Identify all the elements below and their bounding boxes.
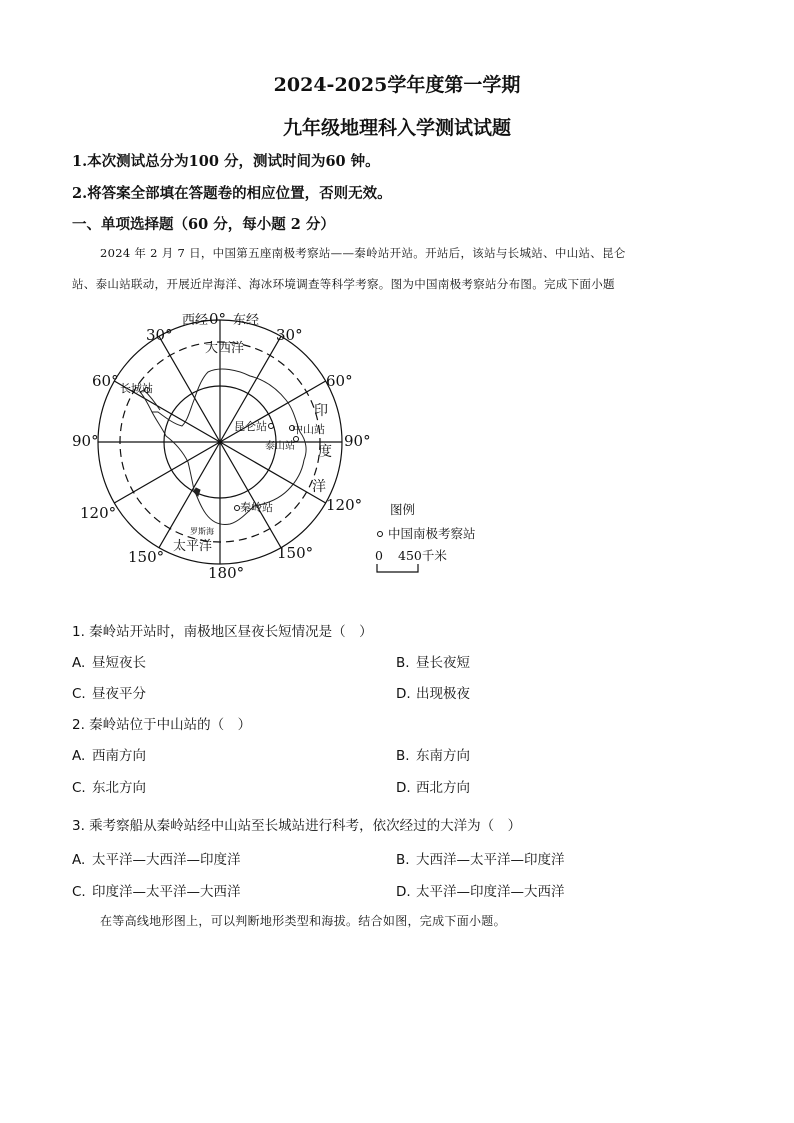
q2-option-c[interactable] (72, 776, 146, 796)
pacific-ocean-label: 太平洋 (173, 539, 213, 554)
zhongshan-station-label: 中山站 (292, 423, 325, 436)
option-text: 昼夜平分 (92, 686, 146, 702)
legend-scale-value: 450千米 (398, 548, 447, 563)
passage-line1: 2024 年 2 月 7 日，中国第五座南极考察站——秦岭站开站。开站后，该站与长城站、中山站、昆仑 (100, 246, 626, 260)
option-text: 印度洋—太平洋—大西洋 (92, 884, 241, 900)
option-text: 昼长夜短 (416, 655, 470, 671)
option-text: 东北方向 (92, 780, 146, 796)
option-letter: C. (72, 780, 86, 796)
lon-e120-label: 120° (326, 496, 363, 514)
option-letter: D. (396, 780, 411, 796)
ice-shelf-dark (194, 488, 200, 496)
taishan-station-label: 泰山站 (265, 441, 295, 452)
q2-option-b[interactable] (396, 744, 470, 764)
q1-option-d[interactable] (396, 682, 470, 702)
option-letter: B. (396, 748, 410, 764)
option-letter: A. (72, 852, 86, 868)
option-text: 出现极夜 (416, 686, 470, 702)
next-passage-line: 在等高线地形图上，可以判断地形类型和海拔。结合如图，完成下面小题。 (100, 914, 506, 928)
lon-e150-label: 150° (277, 544, 314, 562)
legend-scale-zero: 0 (375, 548, 383, 563)
lon-w30-label: 30° (146, 326, 173, 344)
q3-option-d[interactable] (396, 880, 565, 900)
qinling-station-label: 秦岭站 (240, 501, 273, 514)
kunlun-station-label: 昆仑站 (234, 420, 267, 433)
legend-station-symbol (378, 532, 383, 537)
antarctic-stations-map (70, 300, 500, 590)
option-letter: A. (72, 748, 86, 764)
atlantic-ocean-label: 大西洋 (205, 341, 245, 356)
lon-e30-label: 30° (276, 326, 303, 344)
west-longitude-label: 西经 (182, 313, 209, 328)
qinling-station-marker (235, 506, 240, 511)
lon-w120-label: 120° (80, 504, 117, 522)
ross-shelf-label: 罗斯海 (190, 527, 214, 536)
option-text: 太平洋—印度洋—大西洋 (416, 884, 565, 900)
prime-meridian-label: 0° (209, 310, 227, 328)
lon-e60-label: 60° (326, 372, 353, 390)
option-letter: C. (72, 686, 86, 702)
option-letter: C. (72, 884, 86, 900)
question-3-stem: 3. 乘考察船从秦岭站经中山站至长城站进行科考，依次经过的大洋为（ ） (72, 818, 522, 834)
q1-option-b[interactable] (396, 651, 470, 671)
legend-title: 图例 (390, 502, 416, 517)
option-letter: D. (396, 686, 411, 702)
option-letter: A. (72, 655, 86, 671)
passage-line2: 站、泰山站联动，开展近岸海洋、海冰环境调查等科学考察。图为中国南极考察站分布图。完成下面小题 (72, 277, 615, 291)
q2-option-d[interactable] (396, 776, 470, 796)
option-text: 大西洋—太平洋—印度洋 (416, 852, 565, 868)
option-text: 太平洋—大西洋—印度洋 (92, 852, 241, 868)
option-text: 东南方向 (416, 748, 470, 764)
question-1-stem: 1. 秦岭站开站时，南极地区昼夜长短情况是（ ） (72, 624, 373, 640)
exam-title-line2: 九年级地理科入学测试试题 (282, 117, 511, 139)
indian-ocean-char-1: 印 (314, 403, 328, 419)
legend-station-label: 中国南极考察站 (388, 526, 476, 541)
q3-option-b[interactable] (396, 848, 565, 868)
option-letter: B. (396, 852, 410, 868)
indian-ocean-char-2: 度 (318, 444, 332, 460)
option-letter: B. (396, 655, 410, 671)
option-text: 昼短夜长 (92, 655, 146, 671)
east-longitude-label: 东经 (233, 313, 260, 328)
lon-180-label: 180° (208, 564, 245, 582)
lon-w90-label: 90° (72, 432, 99, 450)
option-letter: D. (396, 884, 411, 900)
question-2-stem: 2. 秦岭站位于中山站的（ ） (72, 717, 252, 733)
instruction-1: 1.本次测试总分为100 分，测试时间为60 钟。 (72, 153, 380, 170)
legend-scale-bar (377, 564, 418, 572)
lon-e90-label: 90° (344, 432, 371, 450)
option-text: 西南方向 (92, 748, 146, 764)
section-heading: 一、单项选择题（60 分，每小题 2 分） (72, 216, 335, 233)
q1-option-a[interactable] (72, 651, 146, 671)
kunlun-station-marker (269, 424, 274, 429)
q2-option-a[interactable] (72, 744, 146, 764)
q3-option-c[interactable] (72, 880, 241, 900)
option-text: 西北方向 (416, 780, 470, 796)
indian-ocean-char-3: 洋 (312, 479, 326, 495)
instruction-2: 2.将答案全部填在答题卷的相应位置，否则无效。 (72, 185, 392, 202)
changcheng-station-label: 长城站 (120, 382, 153, 395)
lon-w60-label: 60° (92, 372, 119, 390)
exam-title-line1: 2024-2025学年度第一学期 (273, 74, 521, 96)
q1-option-c[interactable] (72, 682, 146, 702)
q3-option-a[interactable] (72, 848, 241, 868)
lon-w150-label: 150° (128, 548, 165, 566)
